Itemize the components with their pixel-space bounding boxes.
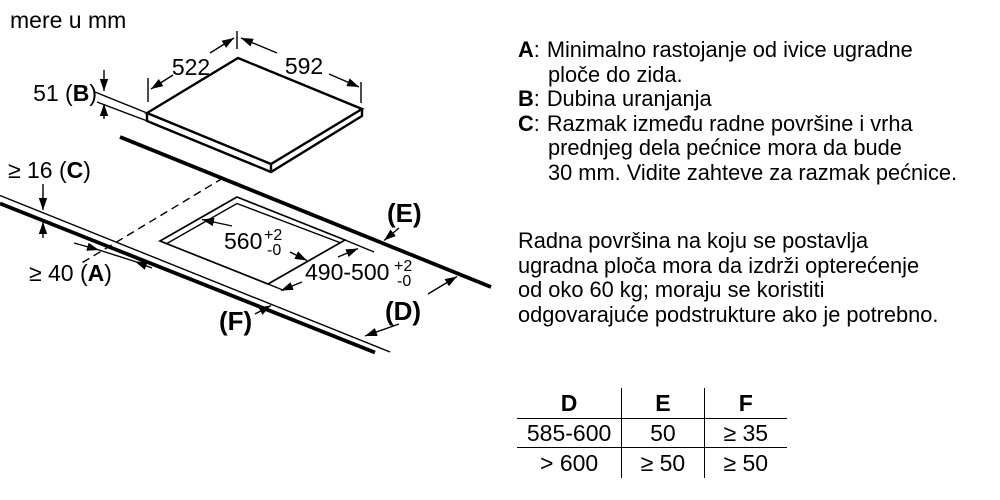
table-cell: ≥ 35 (723, 420, 769, 446)
table-cell: 50 (622, 419, 704, 447)
dim-width-592: 592 (284, 53, 324, 79)
dim-a-label: ≥ 40 (A) (29, 260, 112, 286)
table-header-d: D (517, 388, 622, 418)
dim-c-label: ≥ 16 (C) (8, 157, 91, 183)
table-cell: 585-600 (517, 419, 622, 447)
legend (518, 38, 988, 186)
callout-f-label: (F) (219, 306, 253, 336)
legend-item-b: B: Dubina uranjanja (518, 86, 712, 112)
cutout-depth-value: 490-500 (305, 259, 390, 285)
legend-item-c-line2: prednjeg dela pećnice mora da bude (548, 135, 902, 161)
legend-item-a: A: Minimalno rastojanje od ivice ugradne (518, 37, 913, 62)
dimension-table (517, 388, 787, 478)
table-cell: ≥ 50 (622, 448, 704, 478)
dim-b-label: 51 (B) (33, 80, 97, 106)
cutout-depth-tol-minus: -0 (397, 273, 412, 290)
table-header-f: F (738, 390, 753, 416)
callout-e-label: (E) (387, 198, 422, 228)
table-header-row (517, 388, 787, 419)
table-row (517, 419, 787, 448)
legend-item-c-line3: 30 mm. Vidite zahteve za razmak pećnice. (548, 159, 958, 185)
cutout-width-value: 560 (224, 228, 263, 254)
legend-item-c: C: Razmak između radne površine i vrha (518, 110, 913, 136)
cutout-width-tol-plus: +2 (264, 227, 283, 244)
cutout-depth-tol-plus: +2 (394, 258, 413, 275)
table-row (517, 448, 787, 478)
dim-b-lines (95, 70, 150, 122)
callout-e-arrow (384, 228, 399, 241)
table-cell: ≥ 50 (723, 450, 769, 476)
legend-item-a-line2: ploče do zida. (548, 61, 683, 87)
worktop-note: Radna površina na koju se postavlja ugradna ploča mora da izdrži opterećenje od oko 60 kg; moraju se koristiti odgovarajuće podstrukture ako je potrebno. (518, 228, 939, 327)
table-cell: > 600 (517, 448, 622, 478)
installation-diagram (0, 0, 510, 375)
cutout-width-tol-minus: -0 (267, 242, 282, 259)
dim-depth-522: 522 (171, 54, 211, 80)
table-header-e: E (622, 388, 704, 418)
callout-d-label: (D) (385, 296, 422, 326)
units-note: mere u mm (10, 7, 127, 33)
